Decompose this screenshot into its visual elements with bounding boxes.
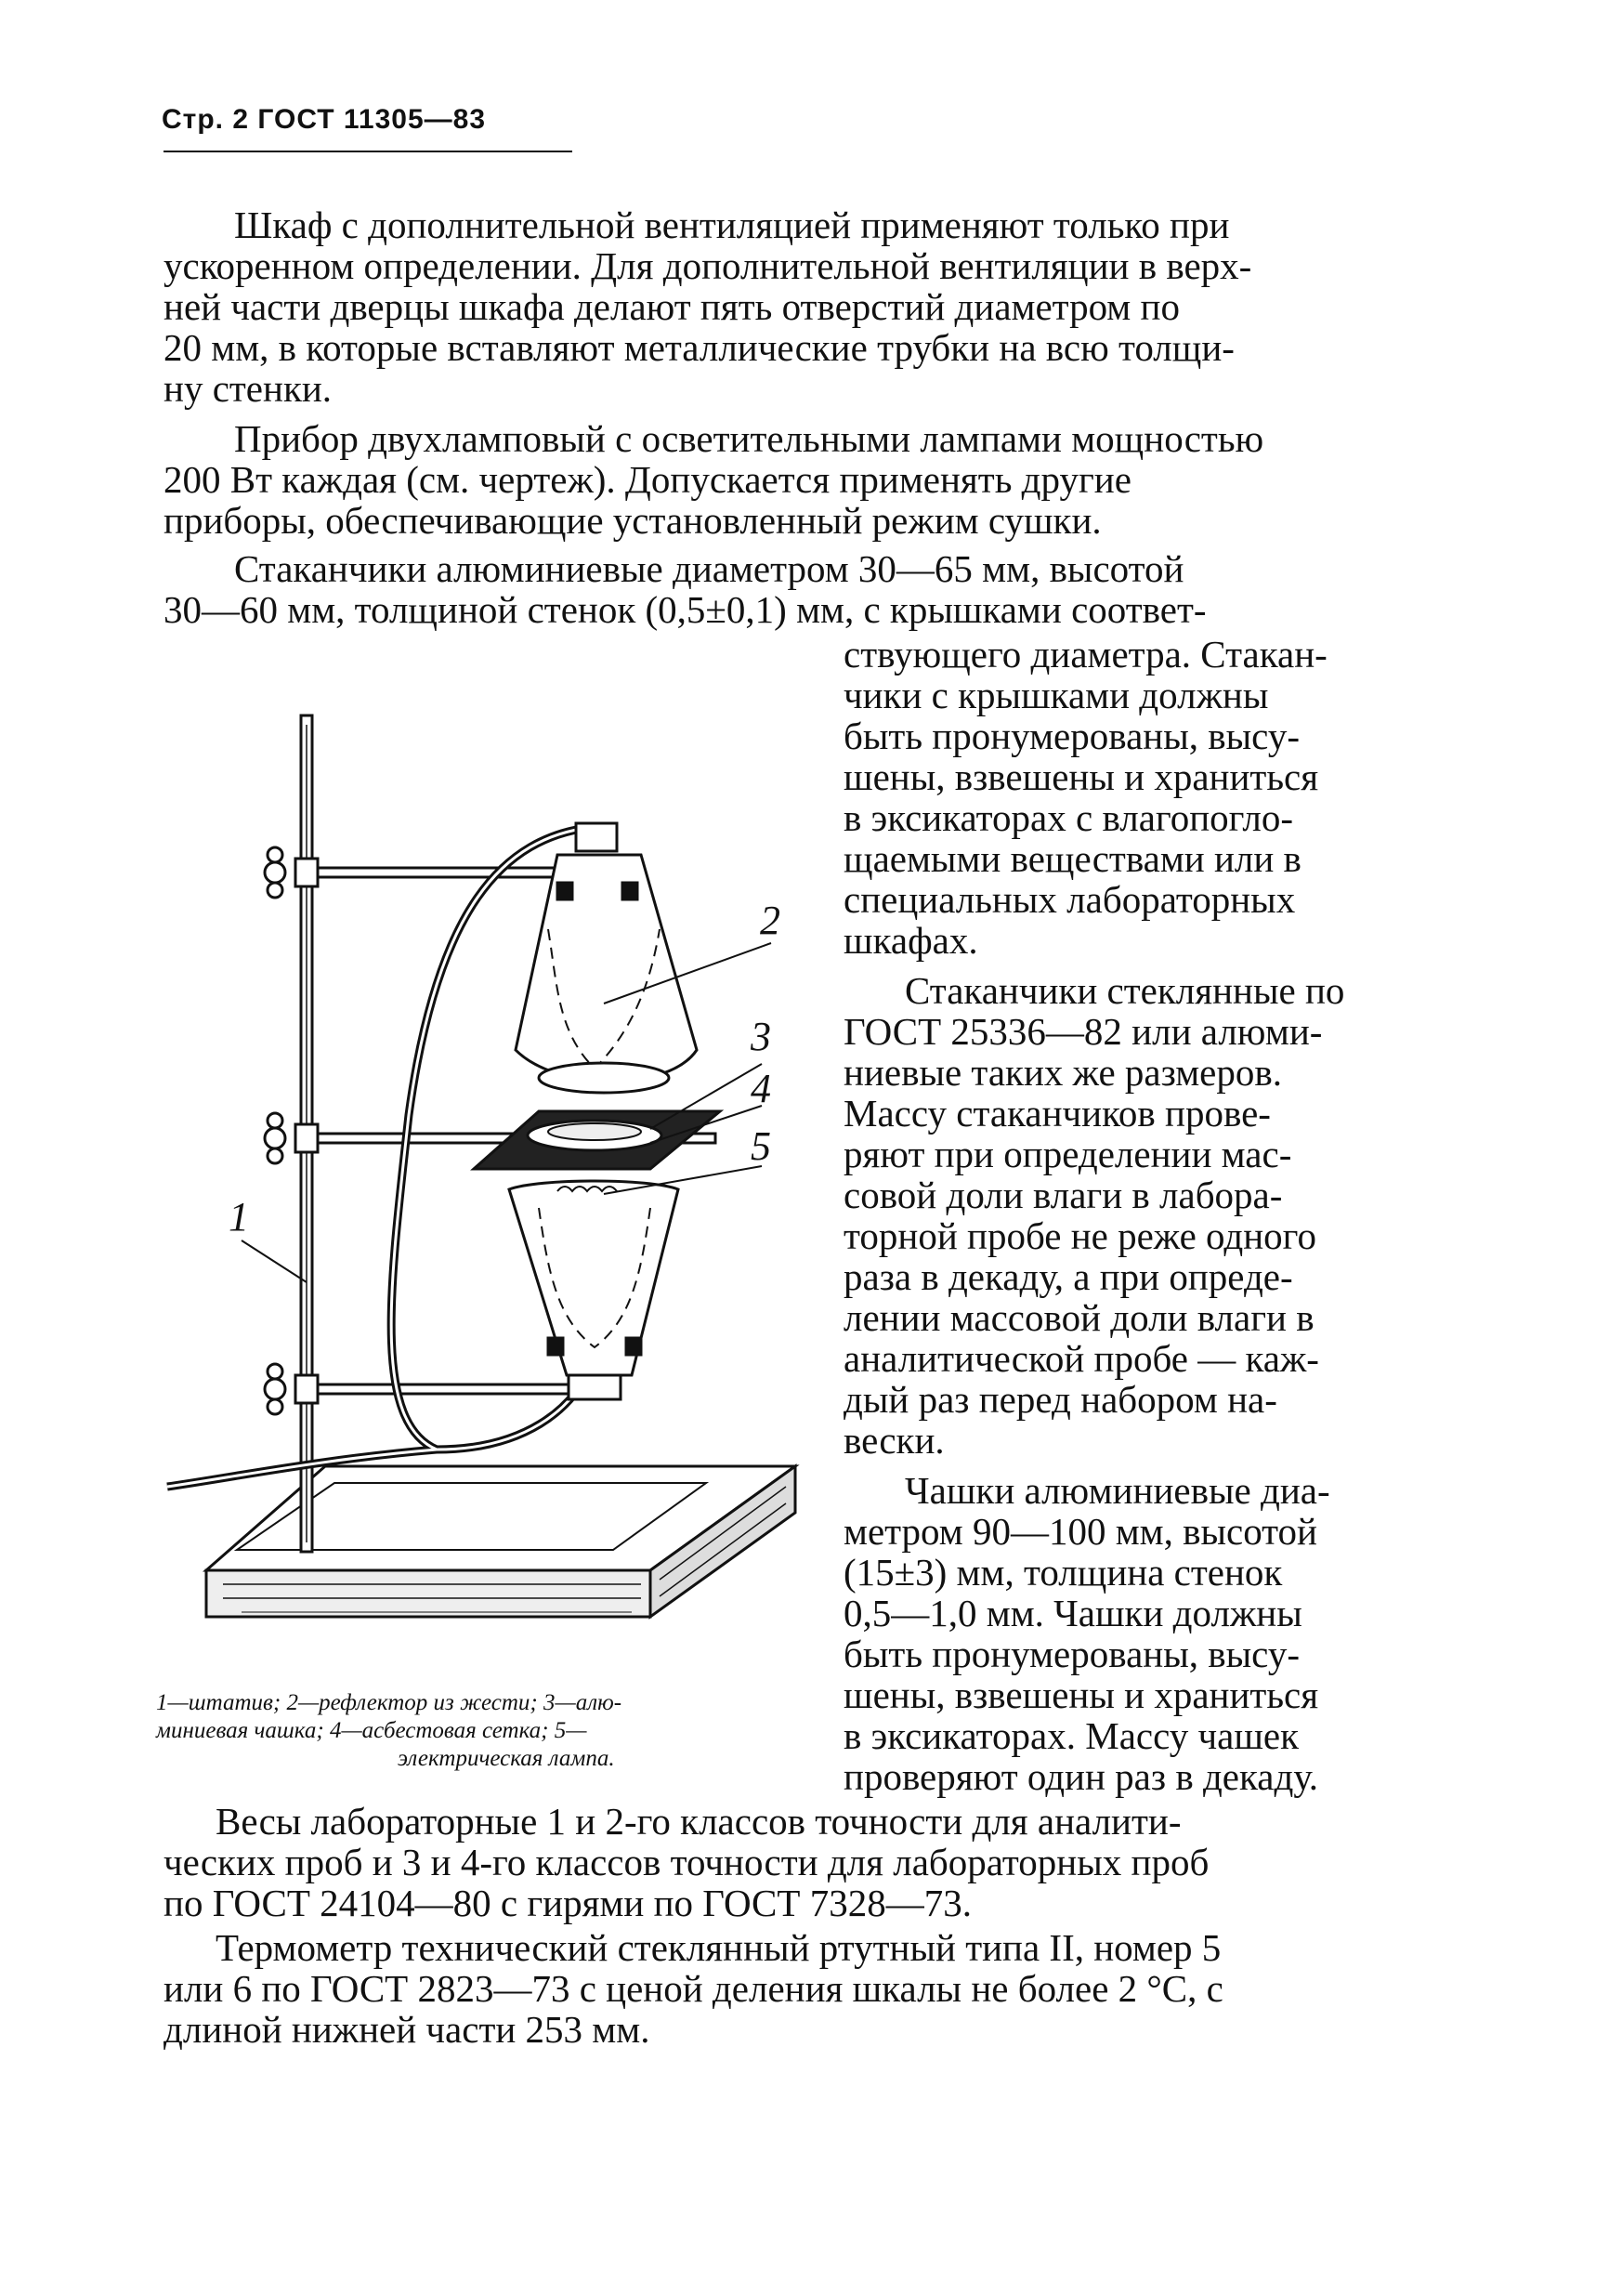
text-line: Весы лабораторные 1 и 2-го классов точности для аналити- bbox=[216, 1800, 1182, 1843]
text-line: метром 90—100 мм, высотой bbox=[844, 1510, 1317, 1553]
text-line: ряют при определении мас- bbox=[844, 1133, 1292, 1175]
asbestos-mesh bbox=[474, 1111, 720, 1169]
label-4: 4 bbox=[751, 1066, 771, 1111]
text-line: 30—60 мм, толщиной стенок (0,5±0,1) мм, с крышками соответ- bbox=[164, 588, 1207, 631]
text-line: Прибор двухламповый с осветительными лампами мощностью bbox=[234, 417, 1264, 460]
text-line: быть пронумерованы, высу- bbox=[844, 715, 1300, 757]
text-line: (15±3) мм, толщина стенок bbox=[844, 1551, 1283, 1594]
text-line: ну стенки. bbox=[164, 367, 333, 410]
text-line: быть пронумерованы, высу- bbox=[844, 1633, 1300, 1675]
text-line: Шкаф с дополнительной вентиляцией применяют только при bbox=[234, 203, 1230, 246]
text-line: ускоренном определении. Для дополнительной вентиляции в верх- bbox=[164, 244, 1252, 287]
label-1: 1 bbox=[229, 1194, 249, 1240]
label-3: 3 bbox=[751, 1014, 771, 1059]
text-line: Массу стаканчиков прове- bbox=[844, 1092, 1271, 1135]
label-2: 2 bbox=[760, 898, 780, 943]
text-line: ниевые таких же размеров. bbox=[844, 1051, 1282, 1094]
base-board bbox=[206, 1466, 795, 1617]
text-line: щаемыми веществами или в bbox=[844, 837, 1302, 880]
figure-caption bbox=[156, 1689, 797, 1773]
text-line: Стаканчики стеклянные по bbox=[905, 969, 1345, 1012]
text-line: чики с крышками должны bbox=[844, 674, 1269, 716]
text-line: аналитической пробе — каж- bbox=[844, 1337, 1319, 1380]
text-line: в эксикаторах. Массу чашек bbox=[844, 1714, 1300, 1757]
text-line: вески. bbox=[844, 1419, 945, 1462]
text-line: шены, взвешены и храниться bbox=[844, 755, 1319, 798]
text-line: ней части дверцы шкафа делают пять отверстий диаметром по bbox=[164, 285, 1180, 328]
text-line: 20 мм, в которые вставляют металлические трубки на всю толщи- bbox=[164, 326, 1235, 369]
caption-line: миниевая чашка; 4—асбестовая сетка; 5— bbox=[156, 1718, 587, 1743]
text-line: или 6 по ГОСТ 2823—73 с ценой деления шкалы не более 2 °С, с bbox=[164, 1967, 1223, 2010]
text-line: Стаканчики алюминиевые диаметром 30—65 мм, высотой bbox=[234, 547, 1184, 590]
text-line: лении массовой доли влаги в bbox=[844, 1296, 1315, 1339]
text-line: Чашки алюминиевые диа- bbox=[905, 1469, 1330, 1512]
label-5: 5 bbox=[751, 1123, 771, 1169]
text-line: ГОСТ 25336—82 или алюми- bbox=[844, 1010, 1323, 1053]
text-line: по ГОСТ 24104—80 с гирями по ГОСТ 7328—73. bbox=[164, 1882, 972, 1924]
text-line: ствующего диаметра. Стакан- bbox=[844, 633, 1328, 676]
text-line: торной пробе не реже одного bbox=[844, 1214, 1316, 1257]
text-line: длиной нижней части 253 мм. bbox=[164, 2008, 650, 2051]
text-line: ческих проб и 3 и 4-го классов точности для лабораторных проб bbox=[164, 1841, 1210, 1883]
text-line: приборы, обеспечивающие установленный режим сушки. bbox=[164, 499, 1102, 542]
text-line: дый раз перед набором на- bbox=[844, 1378, 1277, 1421]
text-line: совой доли влаги в лабора- bbox=[844, 1174, 1283, 1216]
text-line: в эксикаторах с влагопогло- bbox=[844, 796, 1294, 839]
text-line: 200 Вт каждая (см. чертеж). Допускается применять другие bbox=[164, 458, 1131, 501]
text-line: Термометр технический стеклянный ртутный типа II, номер 5 bbox=[216, 1926, 1222, 1969]
text-line: 0,5—1,0 мм. Чашки должны bbox=[844, 1592, 1302, 1634]
caption-line: 1—штатив; 2—рефлектор из жести; 3—алю- bbox=[156, 1690, 622, 1715]
caption-line: электрическая лампа. bbox=[398, 1746, 615, 1771]
text-line: проверяют один раз в декаду. bbox=[844, 1755, 1318, 1798]
text-line: специальных лабораторных bbox=[844, 878, 1296, 921]
electric-lamp bbox=[509, 1181, 678, 1399]
page-header: Стр. 2 ГОСТ 11305—83 bbox=[162, 104, 487, 135]
reflector-upper bbox=[516, 823, 697, 1093]
text-line: шкафах. bbox=[844, 919, 978, 962]
text-line: шены, взвешены и храниться bbox=[844, 1673, 1319, 1716]
text-line: раза в декаду, а при опреде- bbox=[844, 1255, 1293, 1298]
